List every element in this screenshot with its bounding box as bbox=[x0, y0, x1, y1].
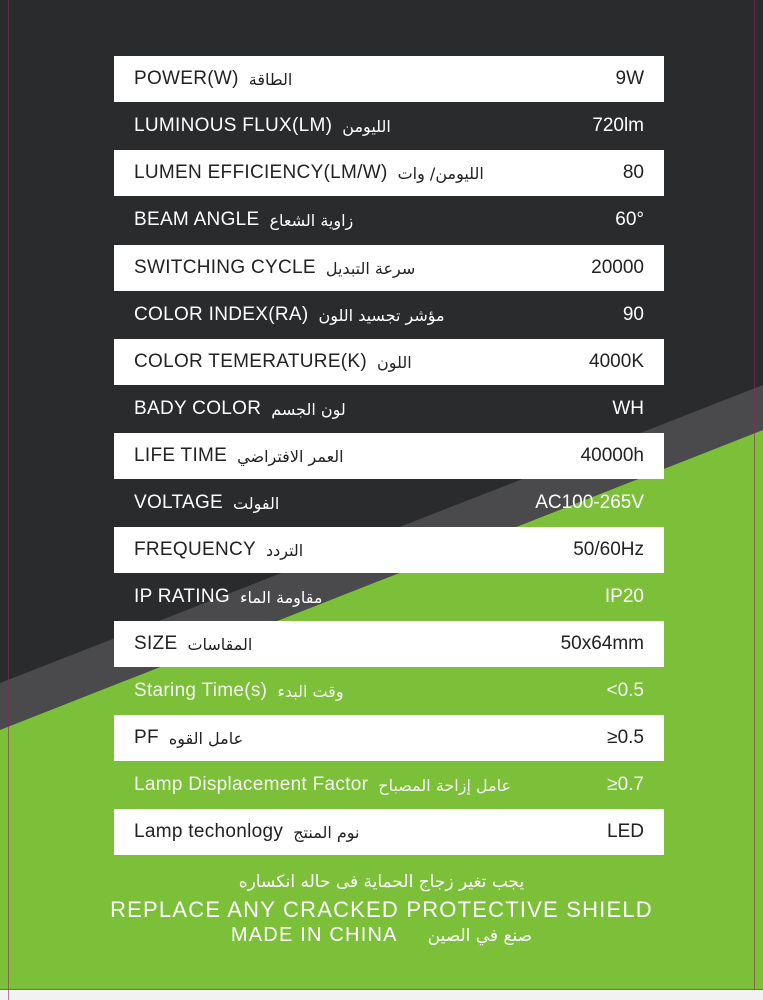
spec-value: WH bbox=[612, 398, 644, 419]
spec-row bbox=[114, 386, 664, 432]
spec-arabic-label: عامل القوه bbox=[168, 728, 244, 748]
spec-value: 720lm bbox=[592, 115, 644, 136]
spec-row bbox=[114, 668, 664, 714]
spec-arabic-label: عامل إزاحة المصباح bbox=[378, 775, 512, 795]
spec-arabic-label: الليومن/ وات bbox=[397, 163, 484, 183]
spec-value: LED bbox=[607, 821, 644, 842]
spec-row bbox=[114, 527, 664, 573]
spec-label: IP RATING bbox=[134, 586, 230, 607]
spec-label: BEAM ANGLE bbox=[134, 209, 260, 230]
spec-arabic-label: مقاومة الماء bbox=[239, 587, 323, 607]
spec-label: Lamp Displacement Factor bbox=[134, 774, 369, 795]
spec-value: 9W bbox=[615, 68, 644, 89]
spec-row bbox=[114, 574, 664, 620]
spec-value: ≥0.7 bbox=[607, 774, 644, 795]
spec-arabic-label: الطاقة bbox=[248, 69, 293, 89]
spec-row bbox=[114, 715, 664, 761]
spec-row bbox=[114, 433, 664, 479]
spec-arabic-label: مؤشر تجسيد اللون bbox=[318, 305, 445, 325]
spec-row bbox=[114, 150, 664, 196]
spec-row bbox=[114, 245, 664, 291]
crop-mark-bottom bbox=[0, 989, 763, 990]
made-in-arabic-text: صنع في الصين bbox=[427, 926, 533, 946]
spec-row bbox=[114, 621, 664, 667]
spec-arabic-label: المقاسات bbox=[187, 634, 253, 654]
crop-mark-left bbox=[8, 0, 9, 1000]
spec-label: FREQUENCY bbox=[134, 539, 256, 560]
spec-arabic-label: التردد bbox=[266, 540, 304, 560]
spec-arabic-label: لون الجسم bbox=[271, 399, 346, 419]
spec-value: 90 bbox=[622, 304, 644, 325]
spec-value: 60° bbox=[615, 209, 644, 230]
spec-value: 50/60Hz bbox=[573, 539, 644, 560]
spec-arabic-label: اللون bbox=[377, 352, 412, 372]
spec-value: 4000K bbox=[589, 351, 644, 372]
spec-value: 80 bbox=[622, 162, 644, 183]
spec-label: LUMEN EFFICIENCY(LM/W) bbox=[134, 162, 388, 183]
spec-row bbox=[114, 292, 664, 338]
spec-arabic-label: زاوية الشعاع bbox=[269, 210, 354, 230]
spec-arabic-label: العمر الافتراضي bbox=[237, 446, 344, 466]
spec-row bbox=[114, 809, 664, 855]
spec-row bbox=[114, 56, 664, 102]
spec-arabic-label: الفولت bbox=[233, 493, 280, 513]
spec-arabic-label: نوم المنتج bbox=[293, 822, 360, 842]
spec-value: <0.5 bbox=[606, 680, 644, 701]
spec-label: Staring Time(s) bbox=[134, 680, 268, 701]
spec-row bbox=[114, 762, 664, 808]
spec-value: IP20 bbox=[604, 586, 644, 607]
spec-label: Lamp techonlogy bbox=[134, 821, 284, 842]
spec-value: 40000h bbox=[580, 445, 644, 466]
spec-label: COLOR INDEX(RA) bbox=[134, 304, 309, 325]
spec-label: COLOR TEMERATURE(K) bbox=[134, 351, 368, 372]
spec-label: PF bbox=[134, 727, 159, 748]
spec-arabic-label: الليومن bbox=[342, 116, 391, 136]
spec-label: LIFE TIME bbox=[134, 445, 228, 466]
footer-made-in bbox=[0, 924, 763, 947]
spec-label: SWITCHING CYCLE bbox=[134, 257, 316, 278]
footer-arabic-warning: يجب تغير زجاج الحماية فى حاله انكساره bbox=[238, 872, 525, 892]
footer-english-warning: REPLACE ANY CRACKED PROTECTIVE SHIELD bbox=[110, 897, 653, 922]
spec-value: AC100-265V bbox=[535, 492, 644, 513]
spec-label: POWER(W) bbox=[134, 68, 239, 89]
spec-value: ≥0.5 bbox=[607, 727, 644, 748]
spec-value: 20000 bbox=[591, 257, 644, 278]
spec-value: 50x64mm bbox=[560, 633, 644, 654]
made-in-text: MADE IN CHINA bbox=[230, 924, 398, 946]
spec-row bbox=[114, 197, 664, 243]
spec-row bbox=[114, 339, 664, 385]
spec-arabic-label: وقت البدء bbox=[277, 681, 344, 701]
crop-mark-right bbox=[754, 0, 755, 990]
spec-row bbox=[114, 103, 664, 149]
spec-arabic-label: سرعة التبديل bbox=[325, 258, 416, 278]
spec-label: LUMINOUS FLUX(LM) bbox=[134, 115, 333, 136]
spec-label: VOLTAGE bbox=[134, 492, 224, 513]
spec-label: SIZE bbox=[134, 633, 178, 654]
spec-label: BADY COLOR bbox=[134, 398, 262, 419]
spec-row bbox=[114, 480, 664, 526]
